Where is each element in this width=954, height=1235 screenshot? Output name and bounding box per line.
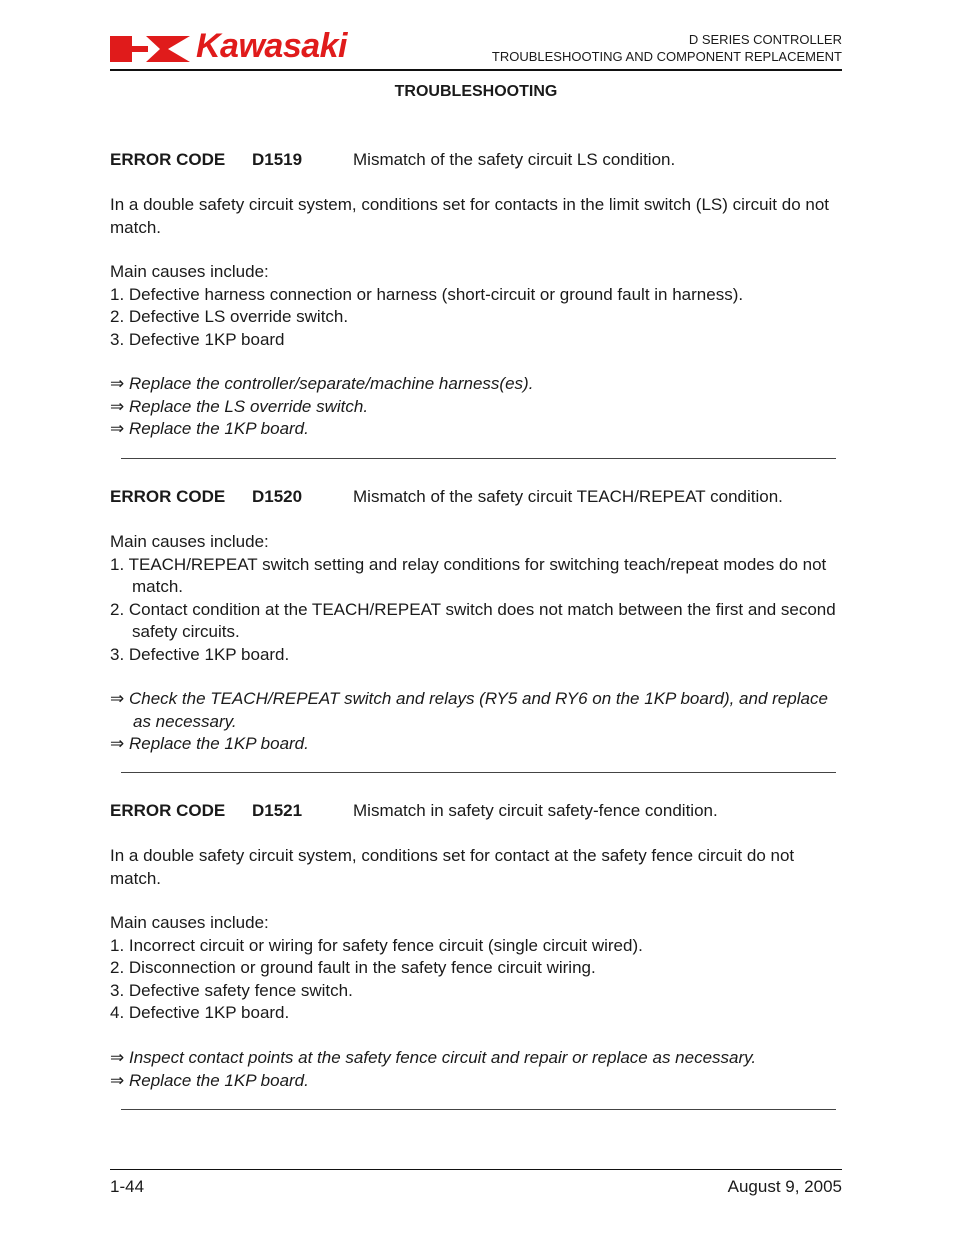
section-divider — [121, 772, 836, 773]
arrow-icon: ⇒ — [110, 419, 125, 438]
footer-rule — [110, 1169, 842, 1170]
cause-item: 3. Defective 1KP board. — [110, 644, 290, 664]
error-code-label: ERROR CODE — [110, 150, 226, 169]
error-code-number: D1520 — [252, 487, 303, 506]
action-item: ⇒ Replace the controller/separate/machine harness(es). — [110, 374, 534, 393]
page-number: 1-44 — [110, 1177, 145, 1196]
header-rule — [110, 69, 842, 71]
arrow-icon: ⇒ — [110, 689, 125, 708]
cause-item: 3. Defective 1KP board — [110, 329, 285, 349]
action-item: ⇒ Replace the 1KP board. — [110, 734, 309, 753]
arrow-icon: ⇒ — [110, 734, 125, 753]
brand-wordmark: Kawasaki — [196, 27, 347, 65]
error-code-number: D1521 — [252, 801, 303, 820]
cause-item: 1. Incorrect circuit or wiring for safety fence circuit (single circuit wired). — [110, 935, 643, 955]
section-title: TROUBLESHOOTING — [394, 83, 558, 100]
causes-list — [110, 912, 845, 1025]
error-code-heading — [110, 486, 783, 508]
actions-list — [110, 373, 845, 441]
cause-item: 1. Defective harness connection or harness (short-circuit or ground fault in harness). — [110, 284, 744, 304]
action-item: ⇒ Check the TEACH/REPEAT switch and relays (RY5 and RY6 on the 1KP board), and replace as necessary. — [110, 689, 828, 731]
arrow-icon: ⇒ — [110, 396, 125, 416]
cause-item: 1. TEACH/REPEAT switch setting and relay conditions for switching teach/repeat modes do not match. — [110, 554, 827, 596]
cause-item: 2. Contact condition at the TEACH/REPEAT switch does not match between the first and second safety circuits. — [110, 599, 836, 641]
cause-item: 3. Defective safety fence switch. — [110, 980, 353, 1000]
error-code-heading — [110, 149, 676, 171]
arrow-icon: ⇒ — [110, 1070, 125, 1090]
error-intro: In a double safety circuit system, conditions set for contact at the safety fence circuit do not match. — [110, 846, 795, 888]
kawasaki-river-mark-icon — [110, 32, 194, 66]
error-description: Mismatch of the safety circuit LS condition. — [353, 150, 676, 169]
error-code-label: ERROR CODE — [110, 801, 226, 820]
error-description: Mismatch of the safety circuit TEACH/REPEAT condition. — [353, 487, 783, 506]
revision-date: August 9, 2005 — [727, 1177, 842, 1196]
error-code-number: D1519 — [252, 150, 303, 169]
error-description: Mismatch in safety circuit safety-fence condition. — [353, 801, 718, 820]
causes-heading: Main causes include: — [110, 262, 269, 281]
causes-heading: Main causes include: — [110, 532, 269, 551]
action-item: ⇒ Replace the 1KP board. — [110, 419, 309, 438]
causes-heading: Main causes include: — [110, 913, 269, 932]
section-divider — [121, 458, 836, 459]
error-code-heading — [110, 800, 718, 822]
causes-list — [110, 531, 845, 666]
cause-item: 4. Defective 1KP board. — [110, 1003, 290, 1022]
cause-item: 2. Defective LS override switch. — [110, 307, 349, 326]
actions-list — [110, 1047, 845, 1092]
action-item: ⇒ Replace the 1KP board. — [110, 1070, 309, 1090]
cause-item: 2. Disconnection or ground fault in the safety fence circuit wiring. — [110, 958, 596, 977]
arrow-icon: ⇒ — [110, 374, 125, 393]
causes-list — [110, 261, 845, 351]
action-item: ⇒ Replace the LS override switch. — [110, 396, 369, 416]
arrow-icon: ⇒ — [110, 1048, 125, 1067]
actions-list — [110, 688, 845, 756]
header-chapter: TROUBLESHOOTING AND COMPONENT REPLACEMENT — [491, 49, 842, 64]
action-item: ⇒ Inspect contact points at the safety fence circuit and repair or replace as necessary. — [110, 1048, 757, 1067]
section-divider — [121, 1109, 836, 1110]
error-intro: In a double safety circuit system, conditions set for contacts in the limit switch (LS) circuit do not match. — [110, 195, 830, 237]
error-code-label: ERROR CODE — [110, 487, 226, 506]
header-series: D SERIES CONTROLLER — [688, 32, 842, 47]
kawasaki-logo — [110, 27, 390, 66]
